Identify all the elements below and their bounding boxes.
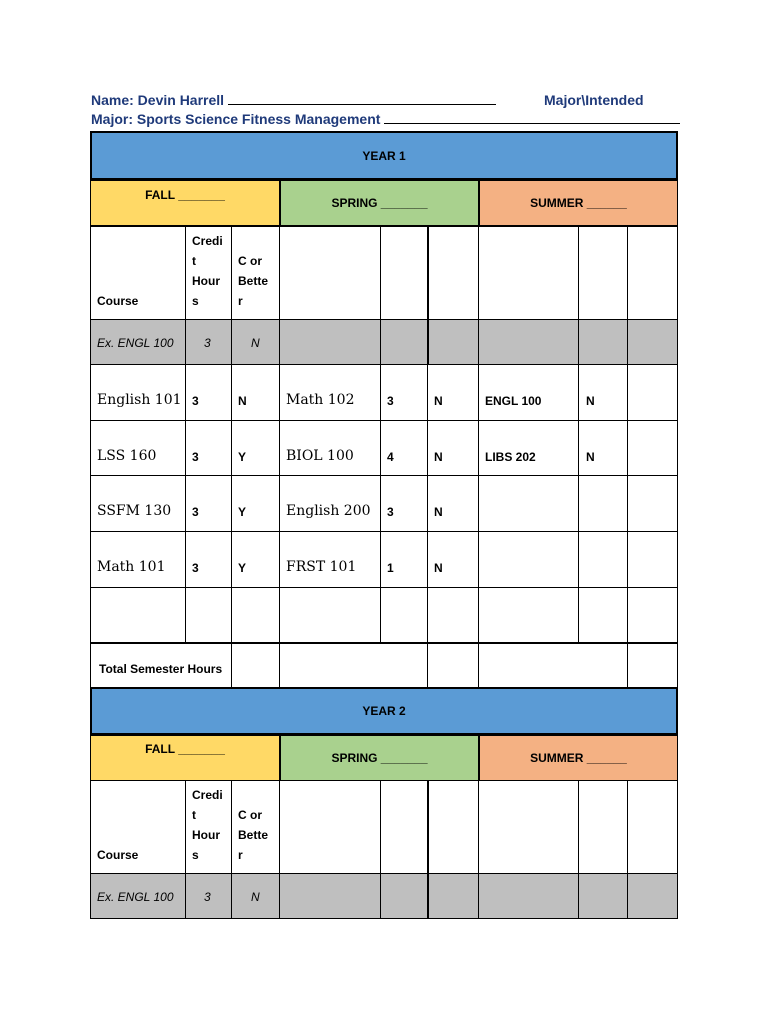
row1-summer-credit: N [586, 394, 595, 408]
table-row-2-fall-credit [185, 420, 232, 476]
year2-summer-header [479, 735, 678, 781]
row3-fall-credit: 3 [192, 505, 199, 519]
table-row-2-spring-course [279, 420, 381, 476]
year2-example-spring-course [279, 873, 381, 919]
table-row-1-spring-credit [380, 364, 428, 421]
table-row-4-spring-credit [380, 531, 428, 588]
table-row-1-fall-grade [231, 364, 280, 421]
year1-example-spring-grade [427, 319, 479, 365]
year1-col-credit [185, 226, 232, 320]
year2-example-spring-grade [427, 873, 479, 919]
row4-fall-credit: 3 [192, 561, 199, 575]
name-underline [228, 92, 496, 105]
year1-spring-label: SPRING _______ [331, 196, 428, 210]
year1-example-course: Ex. ENGL 100 [97, 336, 174, 350]
year1-total-fall-value [231, 642, 280, 688]
table-row-3-fall-grade [231, 475, 280, 532]
year2-summer-col-credit [578, 780, 628, 874]
year1-fall-header [90, 180, 280, 226]
table-row-4-spring-course [279, 531, 381, 588]
year1-example-spring-course [279, 319, 381, 365]
year2-spring-label: SPRING _______ [331, 751, 428, 765]
year1-title: YEAR 1 [362, 148, 406, 163]
row2-summer-course: LIBS 202 [485, 450, 536, 464]
year1-summer-label: SUMMER ______ [530, 196, 627, 210]
table-row-5-summer-course [478, 587, 579, 643]
year2-fall-header [90, 735, 280, 781]
year1-col-grade-l1: C or [238, 254, 262, 268]
year2-spring-col-credit [380, 780, 428, 874]
table-row-1-summer-credit [578, 364, 628, 421]
row4-fall-course: Math 101 [97, 559, 166, 575]
table-row-3-summer-credit [578, 475, 628, 532]
year1-example-spring-credit [380, 319, 428, 365]
row2-fall-grade: Y [238, 450, 247, 464]
table-row-5-fall-course [90, 587, 186, 643]
year1-col-credit-l4: s [192, 294, 199, 308]
year2-col-credit-l2: t [192, 808, 196, 822]
row2-spring-course: BIOL 100 [286, 448, 354, 464]
year2-fall-label: FALL _______ [145, 742, 225, 756]
year1-band [90, 131, 678, 180]
year1-col-grade-l3: r [238, 294, 243, 308]
table-row-5-summer-grade [627, 587, 678, 643]
year2-example-spring-credit [380, 873, 428, 919]
table-row-4-fall-grade [231, 531, 280, 588]
row1-spring-credit: 3 [387, 394, 394, 408]
year2-summer-label: SUMMER ______ [530, 751, 627, 765]
table-row-5-summer-credit [578, 587, 628, 643]
year2-title: YEAR 2 [362, 704, 406, 718]
year1-example-grade: N [251, 336, 260, 350]
year1-spring-col-credit [380, 226, 428, 320]
table-row-2-fall-grade [231, 420, 280, 476]
table-row-2-fall-course [90, 420, 186, 476]
table-row-3-spring-grade [427, 475, 479, 532]
year1-col-credit-l3: Hour [192, 274, 220, 288]
table-row-4-fall-course [90, 531, 186, 588]
year1-example-course-cell [90, 319, 186, 365]
year2-col-course [90, 780, 186, 874]
year1-example-summer-grade [627, 319, 678, 365]
table-row-5-fall-grade [231, 587, 280, 643]
table-row-4-summer-grade [627, 531, 678, 588]
year2-col-credit-l3: Hour [192, 828, 220, 842]
student-name-label: Name: Devin Harrell [91, 92, 225, 108]
year2-example-grade: N [251, 890, 260, 904]
year2-band [90, 687, 678, 735]
year1-col-credit-l2: t [192, 254, 196, 268]
major-label: Major: Sports Science Fitness Management [91, 111, 381, 127]
table-row-3-fall-course [90, 475, 186, 532]
row2-fall-credit: 3 [192, 450, 199, 464]
year1-summer-col-course [478, 226, 579, 320]
year1-col-credit-l1: Credi [192, 234, 223, 248]
year1-spring-header [280, 180, 479, 226]
year1-example-grade-cell [231, 319, 280, 365]
major-intended-label: Major\Intended [544, 92, 644, 108]
year1-total-summer-value [627, 642, 678, 688]
year2-example-course-cell [90, 873, 186, 919]
table-row-4-summer-credit [578, 531, 628, 588]
row2-fall-course: LSS 160 [97, 448, 157, 464]
year1-total-spring-label [279, 642, 428, 688]
table-row-5-spring-course [279, 587, 381, 643]
row3-fall-course: SSFM 130 [97, 503, 172, 519]
year1-fall-label: FALL _______ [145, 188, 225, 202]
year2-col-course-label: Course [97, 848, 139, 862]
year2-col-grade-l3: r [238, 848, 243, 862]
row3-spring-grade: N [434, 505, 443, 519]
table-row-4-spring-grade [427, 531, 479, 588]
row1-fall-grade: N [238, 394, 247, 408]
year2-col-credit [185, 780, 232, 874]
table-row-5-fall-credit [185, 587, 232, 643]
year2-example-summer-course [478, 873, 579, 919]
table-row-1-spring-course [279, 364, 381, 421]
row1-spring-grade: N [434, 394, 443, 408]
year1-col-course-label: Course [97, 294, 139, 308]
year1-total-spring-value [427, 642, 479, 688]
table-row-3-summer-grade [627, 475, 678, 532]
year1-summer-header [479, 180, 678, 226]
table-row-2-summer-grade [627, 420, 678, 476]
year1-col-grade [231, 226, 280, 320]
table-row-1-summer-grade [627, 364, 678, 421]
table-row-3-spring-credit [380, 475, 428, 532]
year1-total-label-cell [90, 642, 232, 688]
year2-example-summer-grade [627, 873, 678, 919]
year2-summer-col-course [478, 780, 579, 874]
row3-spring-course: English 200 [286, 503, 371, 519]
table-row-1-fall-credit [185, 364, 232, 421]
year2-summer-col-grade [627, 780, 678, 874]
year2-spring-col-grade [427, 780, 479, 874]
table-row-2-summer-credit [578, 420, 628, 476]
row1-summer-course: ENGL 100 [485, 394, 542, 408]
table-row-1-summer-course [478, 364, 579, 421]
table-row-3-spring-course [279, 475, 381, 532]
year2-example-credit: 3 [204, 890, 211, 904]
year1-spring-col-grade [427, 226, 479, 320]
year1-summer-col-grade [627, 226, 678, 320]
row4-spring-credit: 1 [387, 561, 394, 575]
year1-example-credit: 3 [204, 336, 211, 350]
table-row-4-fall-credit [185, 531, 232, 588]
row3-spring-credit: 3 [387, 505, 394, 519]
year2-example-credit-cell [185, 873, 232, 919]
year2-example-grade-cell [231, 873, 280, 919]
year2-col-grade-l2: Bette [238, 828, 269, 842]
table-row-4-summer-course [478, 531, 579, 588]
major-underline [384, 111, 680, 124]
row3-fall-grade: Y [238, 505, 247, 519]
row1-fall-credit: 3 [192, 394, 199, 408]
year2-col-grade-l1: C or [238, 808, 262, 822]
row1-spring-course: Math 102 [286, 392, 355, 408]
year1-example-summer-credit [578, 319, 628, 365]
table-row-1-spring-grade [427, 364, 479, 421]
table-row-2-summer-course [478, 420, 579, 476]
year1-total-summer-label [478, 642, 628, 688]
year1-summer-col-credit [578, 226, 628, 320]
row2-summer-credit: N [586, 450, 595, 464]
year2-example-summer-credit [578, 873, 628, 919]
row4-fall-grade: Y [238, 561, 247, 575]
year1-col-course [90, 226, 186, 320]
table-row-3-fall-credit [185, 475, 232, 532]
year2-example-course: Ex. ENGL 100 [97, 890, 174, 904]
row4-spring-grade: N [434, 561, 443, 575]
table-row-3-summer-course [478, 475, 579, 532]
year2-col-credit-l4: s [192, 848, 199, 862]
row2-spring-grade: N [434, 450, 443, 464]
table-row-5-spring-credit [380, 587, 428, 643]
year2-spring-header [280, 735, 479, 781]
year2-col-grade [231, 780, 280, 874]
year2-col-credit-l1: Credi [192, 788, 223, 802]
row1-fall-course: English 101 [97, 392, 182, 408]
year1-spring-col-course [279, 226, 381, 320]
year1-col-grade-l2: Bette [238, 274, 269, 288]
student-name-line [91, 92, 496, 108]
year1-example-credit-cell [185, 319, 232, 365]
major-line [91, 111, 680, 127]
table-row-2-spring-grade [427, 420, 479, 476]
table-row-2-spring-credit [380, 420, 428, 476]
year2-spring-col-course [279, 780, 381, 874]
year1-total-label: Total Semester Hours [99, 662, 223, 676]
table-row-1-fall-course [90, 364, 186, 421]
table-row-5-spring-grade [427, 587, 479, 643]
year1-example-summer-course [478, 319, 579, 365]
row2-spring-credit: 4 [387, 450, 394, 464]
row4-spring-course: FRST 101 [286, 559, 357, 575]
